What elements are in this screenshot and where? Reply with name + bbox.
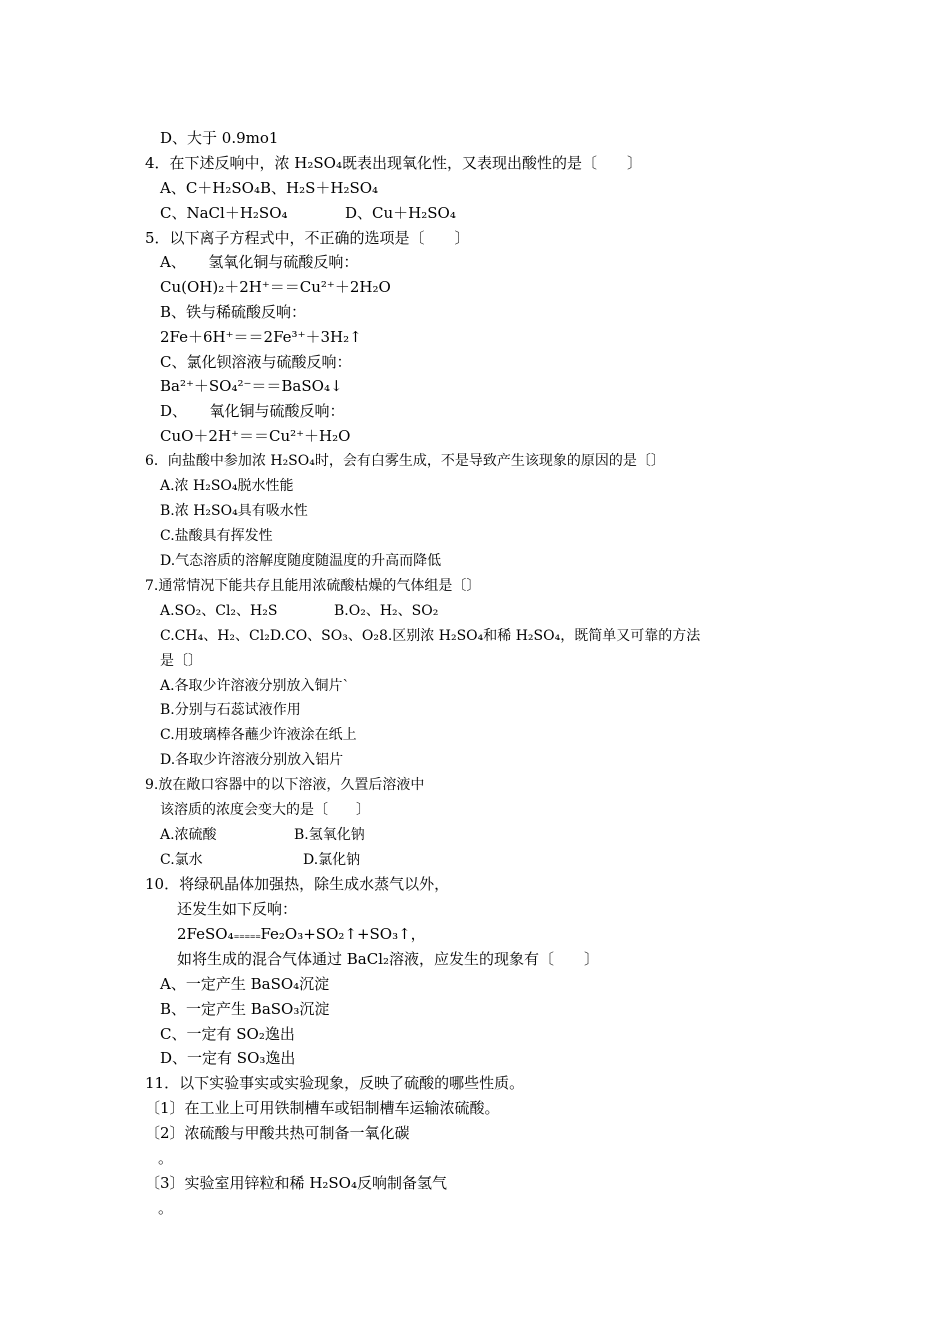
q8-option-d: D.各取少许溶液分别放入铝片 (160, 752, 344, 768)
q5-option-b-label: B、铁与稀硫酸反响： (160, 303, 307, 321)
q8-option-b: B.分别与石蕊试液作用 (160, 702, 301, 718)
q10-equation-products: Fe₂O₃+SO₂↑+SO₃↑， (260, 925, 426, 943)
q4-option-c: C、NaCl＋H₂SO₄ (160, 204, 288, 222)
q9-stem: 9.放在敞口容器中的以下溶液，久置后溶液中 (145, 777, 425, 793)
q6-option-d: D.气态溶质的溶解度随度随温度的升高而降低 (160, 553, 442, 569)
q11-part-3-end: 。 (158, 1199, 174, 1217)
q10-option-b: B、一定产生 BaSO₃沉淀 (160, 1000, 330, 1018)
q11-part-3: 〔3〕实验室用锌粒和稀 H₂SO₄反响制备氢气 (145, 1174, 447, 1192)
q5-option-c-label: C、氯化钡溶液与硫酸反响： (160, 353, 352, 371)
q9-option-a: A.浓硫酸 (160, 827, 217, 843)
q9-option-b: B.氢氧化钠 (294, 827, 365, 843)
q5-option-b-equation: 2Fe＋6H⁺＝＝2Fe³⁺＋3H₂↑ (160, 328, 362, 346)
q5-stem: 5．以下离子方程式中，不正确的选项是〔 〕 (145, 229, 470, 247)
q6-stem: 6．向盐酸中参加浓 H₂SO₄时，会有白雾生成，不是导致产生该现象的原因的是〔〕 (145, 453, 665, 469)
q7-option-b: B.O₂、H₂、SO₂ (334, 603, 439, 619)
q10-stem-2: 还发生如下反响： (177, 900, 298, 918)
q5-option-a-equation: Cu(OH)₂＋2H⁺＝＝Cu²⁺＋2H₂O (160, 278, 391, 296)
q7-option-cd-q8-stem: C.CH₄、H₂、Cl₂D.CO、SO₃、O₂8.区别浓 H₂SO₄和稀 H₂SO₄，既简单又可靠的方法 (160, 628, 701, 644)
q4-option-ab: A、C＋H₂SO₄B、H₂S＋H₂SO₄ (160, 179, 379, 197)
q7-option-a: A.SO₂、Cl₂、H₂S (160, 603, 278, 619)
q11-part-1: 〔1〕在工业上可用铁制槽车或铝制槽车运输浓硫酸。 (145, 1099, 500, 1117)
q10-stem-3: 如将生成的混合气体通过 BaCl₂溶液，应发生的现象有〔 〕 (177, 950, 600, 968)
q11-stem: 11．以下实验事实或实验现象，反映了硫酸的哪些性质。 (145, 1074, 525, 1092)
q10-equation-arrow: ===== (233, 933, 261, 941)
q10-equation-reactant: 2FeSO₄ (177, 925, 234, 943)
q8-stem-continued: 是〔〕 (160, 653, 202, 669)
q10-option-d: D、一定有 SO₃逸出 (160, 1049, 296, 1067)
q6-option-c: C.盐酸具有挥发性 (160, 528, 273, 544)
q10-option-c: C、一定有 SO₂逸出 (160, 1025, 295, 1043)
q5-option-a-label: A、 氢氧化铜与硫酸反响： (160, 253, 359, 271)
q11-part-2-end: 。 (158, 1149, 174, 1167)
q7-stem: 7.通常情况下能共存且能用浓硫酸枯燥的气体组是〔〕 (145, 578, 481, 594)
q11-part-2: 〔2〕浓硫酸与甲酸共热可制备一氧化碳 (145, 1124, 410, 1142)
q4-option-d: D、Cu＋H₂SO₄ (345, 204, 456, 222)
q6-option-b: B.浓 H₂SO₄具有吸水性 (160, 503, 308, 519)
q5-option-d-equation: CuO＋2H⁺＝＝Cu²⁺＋H₂O (160, 427, 351, 445)
q8-option-c: C.用玻璃棒各蘸少许液涂在纸上 (160, 727, 357, 743)
q4-stem: 4．在下述反响中，浓 H₂SO₄既表出现氧化性，又表现出酸性的是〔 〕 (145, 154, 642, 172)
q3-option-d: D、大于 0.9mo1 (160, 129, 279, 147)
q9-option-d: D.氯化钠 (303, 852, 361, 868)
q10-equation (177, 924, 426, 947)
q5-option-d-label: D、 氧化铜与硫酸反响： (160, 402, 345, 420)
q9-stem-2: 该溶质的浓度会变大的是〔 〕 (160, 802, 370, 818)
q10-option-a: A、一定产生 BaSO₄沉淀 (160, 975, 330, 993)
q10-stem: 10．将绿矾晶体加强热，除生成水蒸气以外， (145, 875, 450, 893)
q9-option-c: C.氯水 (160, 852, 203, 868)
q6-option-a: A.浓 H₂SO₄脱水性能 (160, 478, 294, 494)
q5-option-c-equation: Ba²⁺＋SO₄²⁻＝＝BaSO₄↓ (160, 377, 343, 395)
q8-option-a: A.各取少许溶液分别放入铜片` (160, 678, 350, 694)
